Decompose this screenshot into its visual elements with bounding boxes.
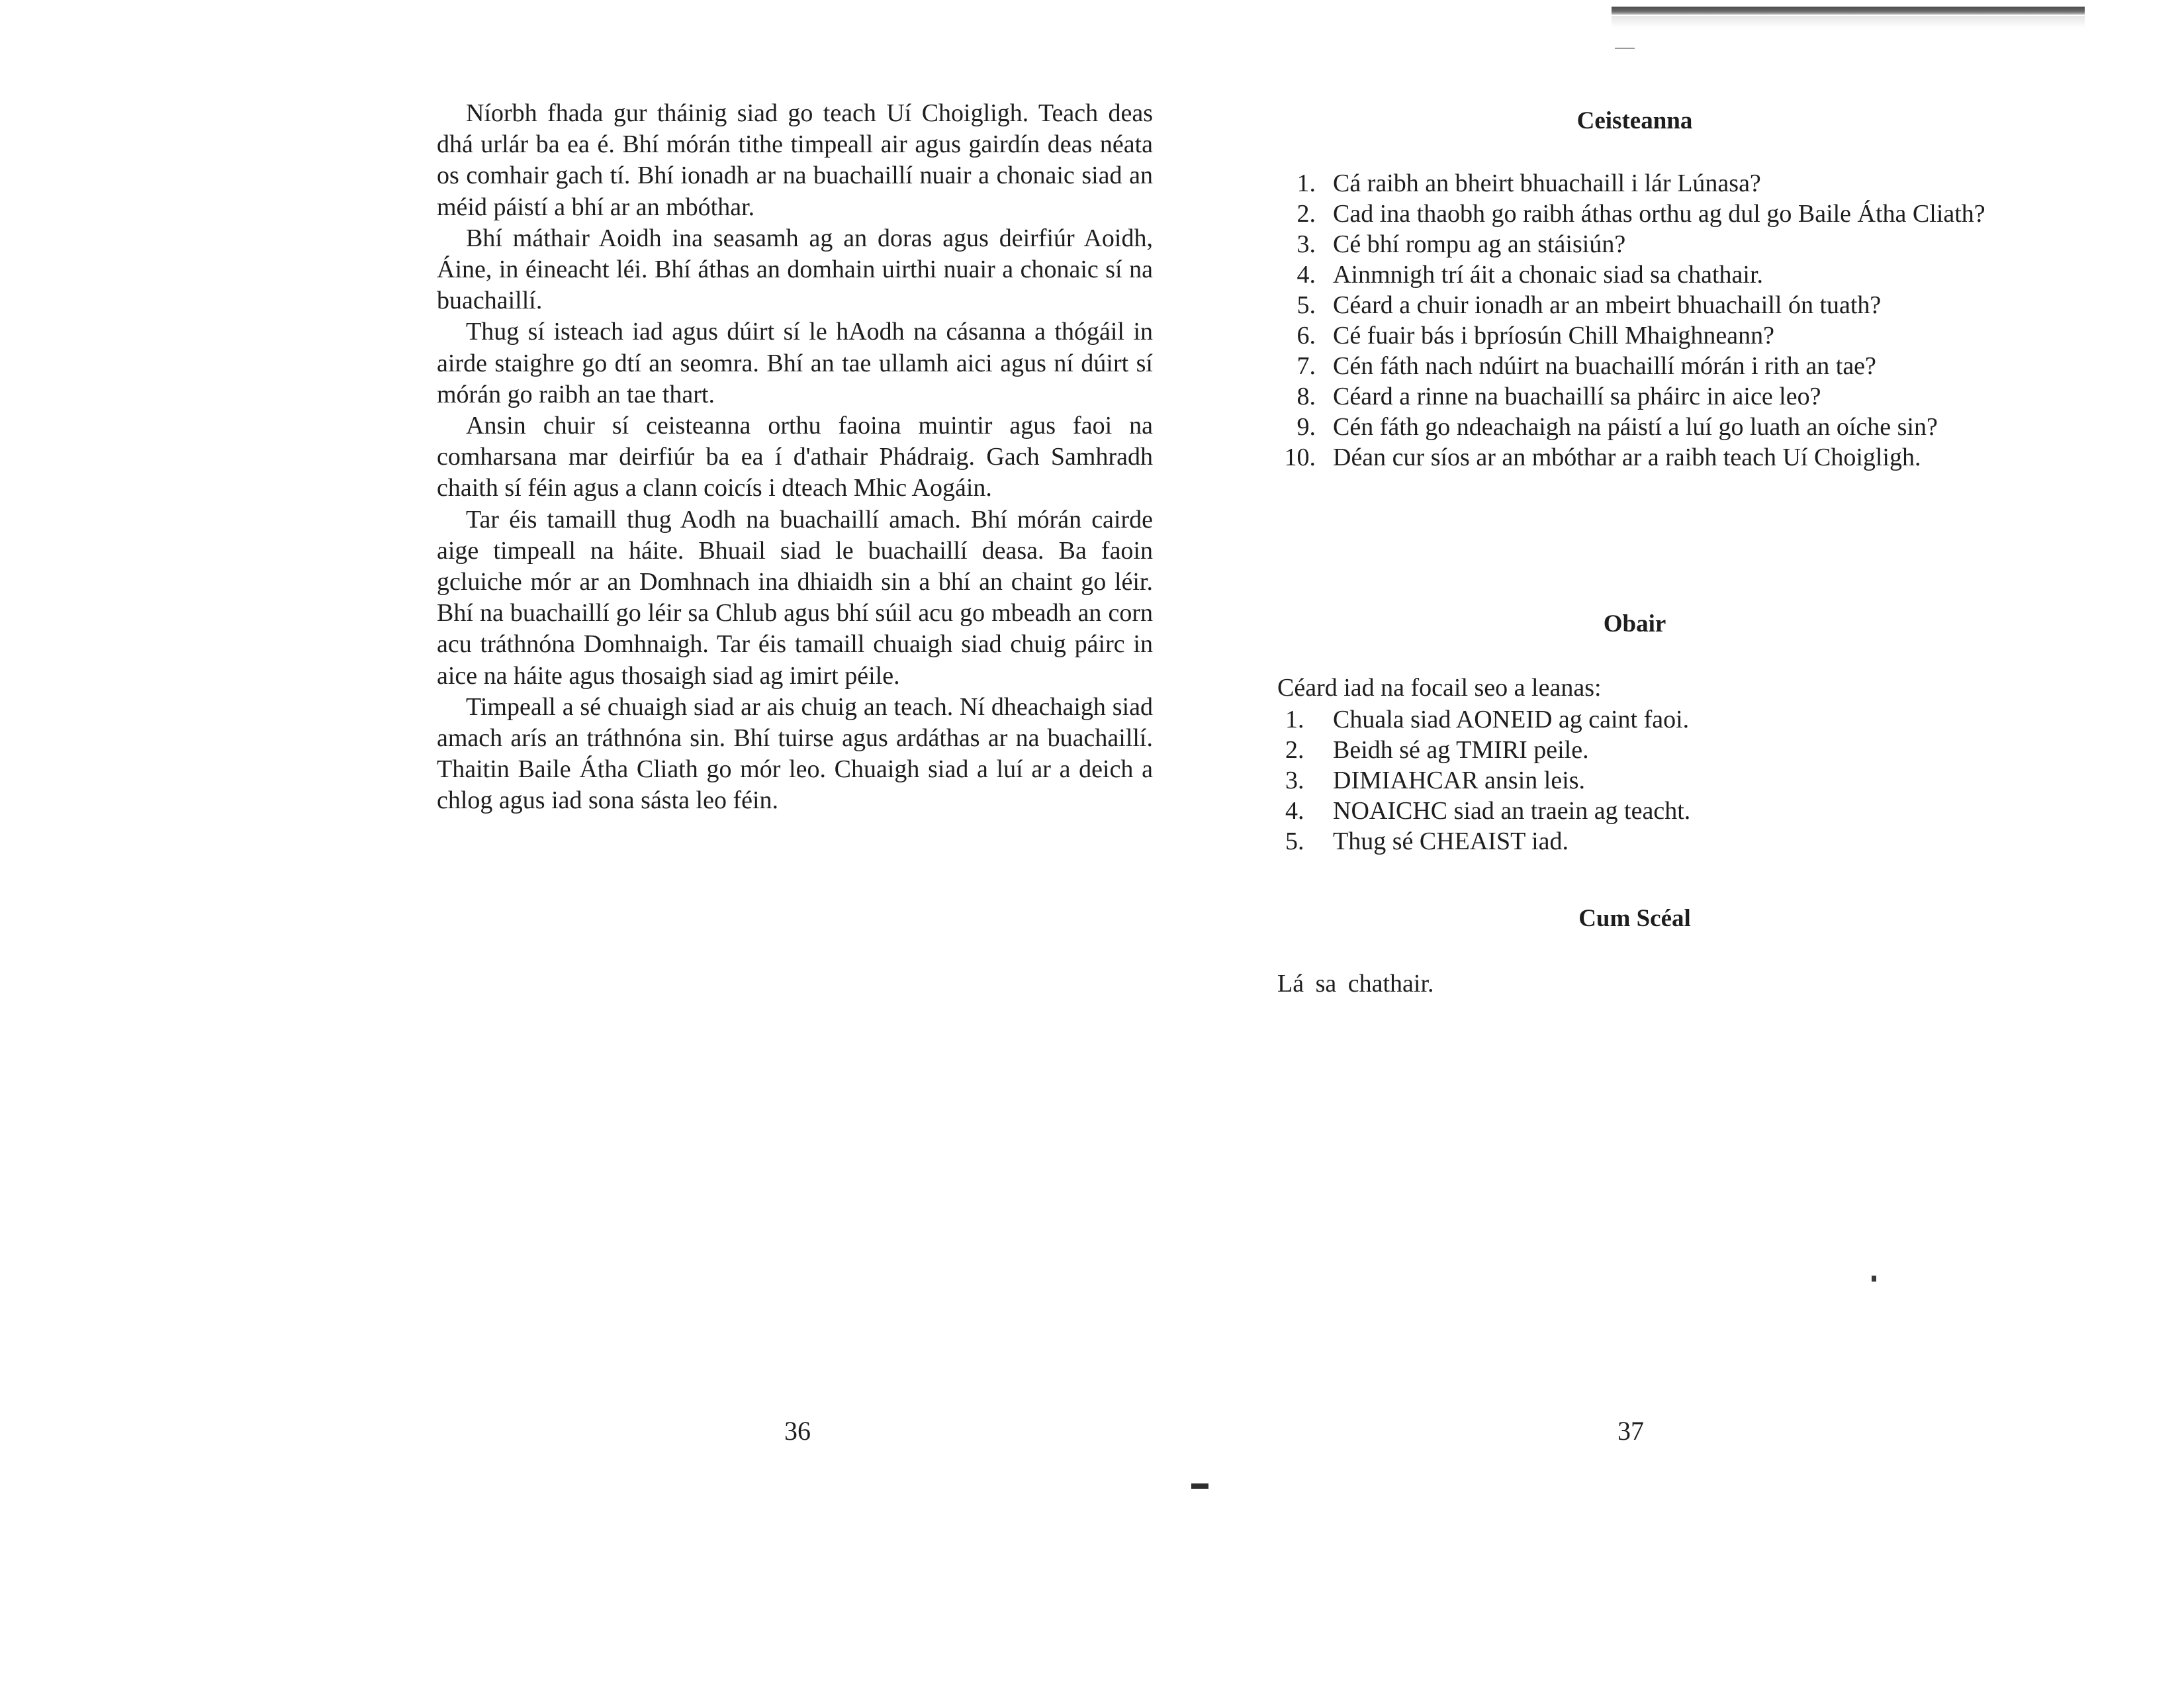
list-item (1277, 320, 1992, 351)
list-item (1277, 442, 1992, 473)
list-item (1277, 704, 1690, 735)
item-number: 5. (1285, 827, 1304, 855)
work-text: Chuala siad AONEID ag caint faoi. (1333, 706, 1690, 733)
question-text: Cé fuair bás i bpríosún Chill Mhaighneann? (1333, 322, 1774, 350)
item-number: 1. (1297, 169, 1316, 197)
item-number: 4. (1297, 261, 1316, 289)
item-number: 7. (1297, 352, 1316, 380)
story-heading: Cum Scéal (1578, 905, 1691, 932)
list-item (1277, 199, 1992, 229)
story-paragraph: Thug sí isteach iad agus dúirt sí le hAodh na cásanna a thógáil in airde staighre go dtí an seomra. Bhí an tae ullamh aici agus ní dúirt sí mórán go raibh an tae thart. (437, 318, 1153, 408)
list-item (1277, 826, 1690, 857)
item-number: 3. (1285, 767, 1304, 794)
list-item (1277, 412, 1992, 442)
work-heading: Obair (1603, 610, 1666, 637)
item-number: 9. (1297, 413, 1316, 441)
list-item (1277, 229, 1992, 259)
page-number-left: 36 (784, 1416, 811, 1446)
question-text: Céard a rinne na buachaillí sa pháirc in aice leo? (1333, 383, 1821, 410)
scan-edge-shadow (1612, 7, 2085, 15)
questions-list (1277, 168, 1992, 473)
item-number: 6. (1297, 322, 1316, 350)
item-number: 4. (1285, 797, 1304, 825)
list-item (1277, 168, 1992, 199)
item-number: 2. (1297, 200, 1316, 228)
question-text: Cén fáth nach ndúirt na buachaillí mórán i rith an tae? (1333, 352, 1876, 380)
item-number: 8. (1297, 383, 1316, 410)
left-page (437, 98, 1153, 817)
question-text: Ainmnigh trí áit a chonaic siad sa chathair. (1333, 261, 1764, 289)
list-item (1277, 735, 1690, 765)
item-number: 1. (1285, 706, 1304, 733)
item-number: 2. (1285, 736, 1304, 764)
list-item (1277, 351, 1992, 381)
question-text: Cá raibh an bheirt bhuachaill i lár Lúnasa? (1333, 169, 1761, 197)
scan-speck (1872, 1276, 1876, 1282)
story-paragraph: Ansin chuir sí ceisteanna orthu faoina muintir agus faoi na comharsana mar deirfiúr ba ea í d'athair Phádraig. Gach Samhradh chaith sí féin agus a clann coicís i dteach Mhic Aogáin. (437, 412, 1153, 502)
work-text: DIMIAHCAR ansin leis. (1333, 767, 1586, 794)
list-item (1277, 765, 1690, 796)
list-item (1277, 796, 1690, 826)
question-text: Cé bhí rompu ag an stáisiún? (1333, 230, 1626, 258)
question-text: Céard a chuir ionadh ar an mbeirt bhuachaill ón tuath? (1333, 291, 1882, 319)
list-item (1277, 290, 1992, 320)
story-paragraph: Timpeall a sé chuaigh siad ar ais chuig an teach. Ní dheachaigh siad amach arís an tráthnóna sin. Bhí tuirse agus ardáthas ar na buachaillí. Thaitin Baile Átha Cliath go mór leo. Chuaigh siad a luí ar a deich a chlog agus iad sona sásta leo féin. (437, 692, 1153, 815)
item-number: 5. (1297, 291, 1316, 319)
scan-speck (1615, 48, 1635, 49)
work-intro: Céard iad na focail seo a leanas: (1277, 674, 1602, 702)
work-text: NOAICHC siad an traein ag teacht. (1333, 797, 1691, 825)
story-paragraph: Níorbh fhada gur tháinig siad go teach Uí Choigligh. Teach deas dhá urlár ba ea é. Bhí mórán tithe timpeall air agus gairdín deas néata os comhair gach tí. Bhí ionadh ar na buachaillí nuair a chonaic siad an méid páistí a bhí ar an mbóthar. (437, 99, 1153, 221)
page-number-right: 37 (1617, 1416, 1644, 1446)
work-list (1277, 704, 1690, 857)
question-text: Cén fáth go ndeachaigh na páistí a luí go luath an oíche sin? (1333, 413, 1938, 441)
work-text: Thug sé CHEAIST iad. (1333, 827, 1569, 855)
questions-heading: Ceisteanna (1576, 107, 1693, 134)
scan-speck (1191, 1483, 1208, 1489)
story-prompt: Lá sa chathair. (1277, 970, 1434, 998)
item-number: 10. (1284, 444, 1316, 471)
story-paragraph: Bhí máthair Aoidh ina seasamh ag an doras agus deirfiúr Aoidh, Áine, in éineacht léi. Bhí áthas an domhain uirthi nuair a chonaic sí na buachaillí. (437, 224, 1153, 315)
list-item (1277, 381, 1992, 412)
scan-edge-fade (1612, 16, 2085, 28)
question-text: Cad ina thaobh go raibh áthas orthu ag dul go Baile Átha Cliath? (1333, 200, 1985, 228)
item-number: 3. (1297, 230, 1316, 258)
story-paragraph: Tar éis tamaill thug Aodh na buachaillí amach. Bhí mórán cairde aige timpeall na háite. Bhuail siad le buachaillí deasa. Ba faoin gcluiche mór ar an Domhnach ina dhiaidh sin a bhí an chaint go léir. Bhí na buachaillí go léir sa Chlub agus bhí súil acu go mbeadh an corn acu tráthnóna Domhnaigh. Tar éis tamaill chuaigh siad chuig páirc in aice na háite agus thosaigh siad ag imirt péile. (437, 505, 1153, 690)
work-text: Beidh sé ag TMIRI peile. (1333, 736, 1589, 764)
list-item (1277, 259, 1992, 290)
question-text: Déan cur síos ar an mbóthar ar a raibh teach Uí Choigligh. (1333, 444, 1921, 471)
